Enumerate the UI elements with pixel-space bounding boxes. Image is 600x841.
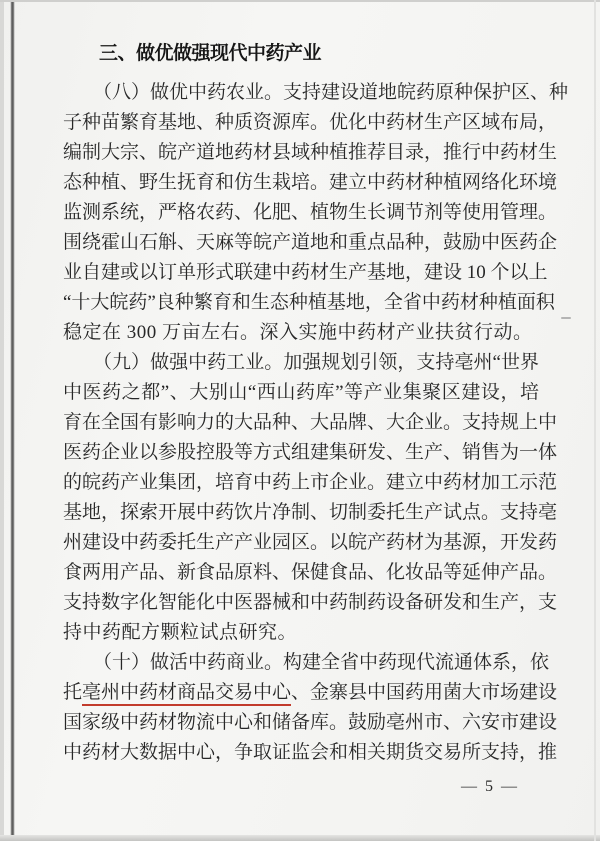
document-line: （八）做优中药农业。支持建设道地皖药原种保护区、种 xyxy=(93,82,569,103)
document-line: 支持数字化智能化中医器械和中药制药设备研发和生产，支 xyxy=(63,592,558,613)
document-line: （十）做活中药商业。构建全省中药现代流通体系，依 xyxy=(93,652,550,673)
document-line: 国家级中药材物流中心和储备库。鼓励亳州市、六安市建设 xyxy=(63,712,558,733)
document-line: 州建设中药委托生产产业园区。以皖产药材为基源，开发药 xyxy=(63,532,558,553)
document-line: 中药材大数据中心，争取证监会和相关期货交易所支持，推 xyxy=(63,742,558,763)
document-line: （九）做强中药工业。加强规划引领，支持亳州“世界 xyxy=(93,352,539,373)
document-line: 围绕霍山石斛、天麻等皖产道地和重点品种，鼓励中医药企 xyxy=(63,232,558,253)
scan-artifact-dash xyxy=(561,317,571,319)
document-line: 持中药配方颗粒试点研究。 xyxy=(63,622,298,643)
document-line: 的皖药产业集团，培育中药上市企业。建立中药材加工示范 xyxy=(63,472,558,493)
scan-edge-left xyxy=(0,0,4,841)
page-number: — 5 — xyxy=(461,778,519,795)
document-line: “十大皖药”良种繁育和生态种植基地，全省中药材种植面积 xyxy=(63,292,555,313)
section-heading: 三、做优做强现代中药产业 xyxy=(99,43,322,64)
document-line: 稳定在 300 万亩左右。深入实施中药材产业扶贫行动。 xyxy=(63,322,533,343)
document-line-with-underline xyxy=(63,678,558,708)
document-line: 食两用产品、新食品原料、保健食品、化妆品等延伸产品。 xyxy=(63,562,558,583)
scan-edge-right xyxy=(594,0,596,841)
document-body xyxy=(63,78,569,768)
scan-binding-line xyxy=(11,0,14,841)
document-line: 监测系统，严格农药、化肥、植物生长调节剂等使用管理。 xyxy=(63,202,558,223)
document-line: 业自建或以订单形式联建中药材生产基地，建设 10 个以上 xyxy=(63,262,548,283)
scan-edge-top xyxy=(0,0,600,2)
red-underlined-market-name: 亳州中药材商品交易中心 xyxy=(82,682,291,706)
document-line: 育在全国有影响力的大品种、大品牌、大企业。支持规上中 xyxy=(63,412,558,433)
document-line: 中医药之都”、大别山“西山药库”等产业集聚区建设，培 xyxy=(63,382,539,403)
document-line: 基地，探索开展中药饮片净制、切制委托生产试点。支持亳 xyxy=(63,502,558,523)
text-before-underline: 托 xyxy=(63,682,83,703)
scan-edge-bottom xyxy=(0,835,600,841)
document-line: 子种苗繁育基地、种质资源库。优化中药材生产区域布局， xyxy=(63,112,558,133)
text-after-underline: 、金寨县中国药用菌大市场建设 xyxy=(291,682,558,703)
document-line: 编制大宗、皖产道地药材县域种植推荐目录，推行中药材生 xyxy=(63,142,558,163)
document-line: 医药企业以参股控股等方式组建集研发、生产、销售为一体 xyxy=(63,442,558,463)
document-line: 态种植、野生抚育和仿生栽培。建立中药材种植网络化环境 xyxy=(63,172,558,193)
